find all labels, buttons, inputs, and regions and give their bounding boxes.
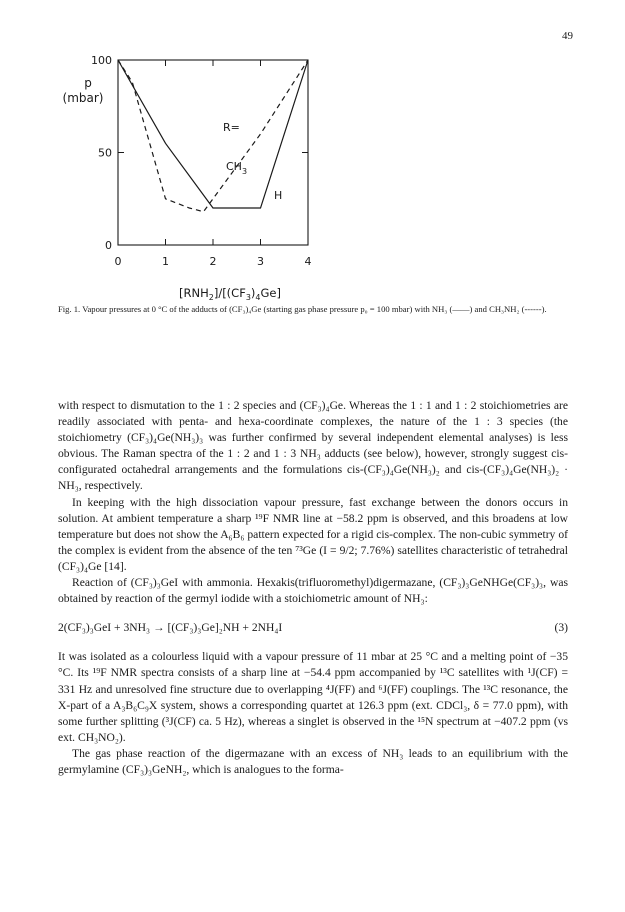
y-tick-label-2: 100: [91, 54, 112, 67]
annotation-ch: [226, 160, 247, 176]
paragraph-1: with respect to dismutation to the 1 : 2 species and (CF₃)₄Ge. Whereas the 1 : 1 and 1 : 2 stoichiometries are readily associated with penta- and hexa-coordinate complexes, the nature of the 1 : 3 species (the stoichiometry (CF₃)₄Ge(NH₃)₃ was further confirmed by several independent elemental analyses) is less obvious. The Raman spectra of the 1 : 2 and 1 : 3 NH₃ adducts (see below), however, strongly suggest cis-configurated octahedral arrangements and the formulations cis-(CF₃)₄Ge(NH₃)₂ and cis-(CF₃)₄Ge(NH₃)₂ · NH₃, respectively.: [58, 399, 568, 493]
x-label-part-2: ]/[(CF: [213, 286, 246, 300]
equation-3: [58, 620, 568, 636]
y-tick-label-0: 0: [105, 239, 112, 252]
figure-caption: Fig. 1. Vapour pressures at 0 °C of the adducts of (CF₃)₄Ge (starting gas phase pressure p₀ = 100 mbar) with NH₃ (——) and CH₃NH₂ (------).: [58, 304, 547, 314]
annotation-h: H: [274, 189, 283, 202]
x-label-part-3: 3: [245, 293, 251, 300]
annotation-r: R=: [223, 121, 240, 134]
paragraph-3: Reaction of (CF₃)₃GeI with ammonia. Hexakis(trifluoromethyl)digermazane, (CF₃)₃GeNHGe(CF₃)₃, was obtained by reaction of the germyl iodide with a stoichiometric amount of NH₃:: [58, 576, 568, 606]
y-tick-label-1: 50: [98, 146, 112, 160]
x-tick-label-1: 1: [162, 255, 169, 268]
paragraph-4: It was isolated as a colourless liquid with a vapour pressure of 11 mbar at 25 °C and a melting point of −35 °C. Its ¹⁹F NMR spectra consists of a sharp line at −54.4 ppm accompanied by ¹³C satellites with ¹J(CF) = 331 Hz and unresolved fine structure due to overlapping ⁴J(FF) and ⁶J(FF) couplings. The ¹³C resonance, the X-part of a A₃B₆C₉X system, shows a corresponding quartet at 126.3 ppm (ext. CDCl₃, δ = 77.0 ppm), with some further splitting (³J(CF) ca. 5 Hz), whereas a singlet is observed in the ¹⁵N spectrum at −407.2 ppm (vs ext. CH₃NO₂).: [58, 650, 568, 744]
annotation-ch-sub: 3: [241, 167, 248, 176]
x-label-part-4: ): [250, 286, 256, 300]
page-number: 49: [562, 30, 573, 42]
x-tick-label-0: 0: [114, 255, 122, 268]
plot-frame: [118, 60, 308, 245]
vapour-pressure-chart: [0, 0, 625, 300]
x-tick-label-4: 4: [304, 255, 312, 268]
x-label-part-6: Ge]: [260, 286, 281, 300]
paragraph-5: The gas phase reaction of the digermazane with an excess of NH₃ leads to an equilibrium with the germylamine (CF₃)₃GeNH₂, which is analogues to the forma-: [58, 746, 568, 776]
x-axis-label: [179, 286, 281, 300]
x-label-part-1: 2: [208, 293, 214, 300]
x-tick-label-3: 3: [257, 255, 264, 268]
y-axis-label-unit: (mbar): [62, 91, 104, 105]
body-text: [58, 398, 568, 778]
x-tick-label-2: 2: [209, 255, 217, 268]
paragraph-2: In keeping with the high dissociation vapour pressure, fast exchange between the donors occurs in solution. At ambient temperature a sharp ¹⁹F NMR line at −58.2 ppm is observed, and this broadens at low temperature but does not show the A₆B₆ pattern expected for a rigid cis-complex. The non-cubic symmetry of the complex is evident from the absence of the ten ⁷³Ge (I = 9/2; 7.76%) satellites characteristic of tetrahedral (CF₃)₄Ge [14].: [58, 495, 568, 573]
equation-body: 2(CF₃)₃GeI + 3NH₃ → [(CF₃)₃Ge]₂NH + 2NH₄I: [58, 621, 283, 635]
x-label-part-0: [RNH: [179, 286, 209, 300]
series-solid-line: [118, 60, 308, 208]
equation-number: (3): [554, 621, 568, 635]
y-axis-label-p: p: [84, 76, 92, 90]
annotation-ch-base: CH: [226, 160, 242, 173]
x-label-part-5: 4: [255, 293, 261, 300]
